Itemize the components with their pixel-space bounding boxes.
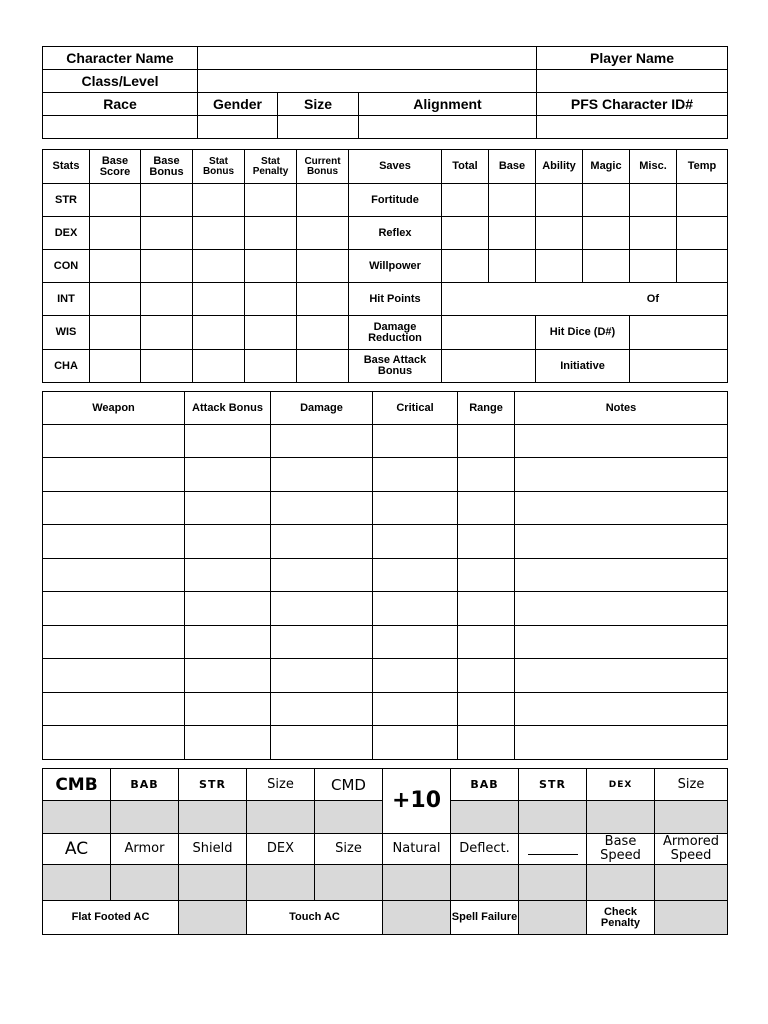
ac-dex-field[interactable]: [247, 865, 315, 901]
header-table: [42, 46, 728, 139]
cmd-size-field[interactable]: [655, 801, 728, 834]
hit-points-field[interactable]: [442, 283, 728, 316]
stat-cell[interactable]: [90, 184, 141, 217]
player-name-field[interactable]: [537, 70, 728, 93]
weapon-row[interactable]: [43, 425, 728, 458]
cmd-size-label: Size: [655, 769, 728, 801]
character-name-label: Character Name: [43, 47, 198, 70]
stat-cell[interactable]: [297, 184, 349, 217]
cmd-dex-field[interactable]: [587, 801, 655, 834]
race-field[interactable]: [43, 116, 198, 139]
weapon-row[interactable]: [43, 458, 728, 492]
stat-cell[interactable]: [90, 250, 141, 283]
stat-cell[interactable]: [297, 316, 349, 350]
damage-reduction-field[interactable]: [442, 316, 536, 350]
stat-label: INT: [43, 283, 90, 316]
stat-cell[interactable]: [193, 350, 245, 383]
class-level-field[interactable]: [198, 70, 537, 93]
stat-label: CHA: [43, 350, 90, 383]
character-sheet: [42, 46, 727, 935]
weapon-row[interactable]: [43, 626, 728, 659]
touch-ac-field[interactable]: [383, 901, 451, 935]
armored-speed-label: Armored Speed: [655, 834, 728, 865]
attack-bonus-header: Attack Bonus: [185, 392, 271, 425]
natural-label: Natural: [383, 834, 451, 865]
stat-cell[interactable]: [245, 316, 297, 350]
weapon-header: Weapon: [43, 392, 185, 425]
weapon-row[interactable]: [43, 726, 728, 760]
stat-cell[interactable]: [245, 184, 297, 217]
base-bonus-header: Base Bonus: [141, 150, 193, 184]
damage-reduction-label: Damage Reduction: [349, 316, 442, 350]
stats-saves-table: [42, 149, 728, 383]
plus-ten-label: +10: [383, 769, 451, 834]
shield-field[interactable]: [179, 865, 247, 901]
gender-field[interactable]: [198, 116, 278, 139]
hit-points-label: Hit Points: [349, 283, 442, 316]
save-cell[interactable]: [536, 184, 583, 217]
magic-header: Magic: [583, 150, 630, 184]
stat-cell[interactable]: [141, 184, 193, 217]
stat-cell[interactable]: [297, 350, 349, 383]
stat-bonus-header: Stat Bonus: [193, 150, 245, 184]
base-attack-bonus-field[interactable]: [442, 350, 536, 383]
save-label: Fortitude: [349, 184, 442, 217]
shield-label: Shield: [179, 834, 247, 865]
cmb-label: CMB: [43, 769, 111, 801]
flat-footed-ac-label: Flat Footed AC: [43, 901, 179, 935]
stat-cell[interactable]: [141, 250, 193, 283]
cmd-str-field[interactable]: [519, 801, 587, 834]
save-cell[interactable]: [630, 184, 677, 217]
stat-cell[interactable]: [90, 316, 141, 350]
size-field[interactable]: [278, 116, 359, 139]
initiative-label: Initiative: [536, 350, 630, 383]
deflect-field[interactable]: [451, 865, 519, 901]
ac-size-label: Size: [315, 834, 383, 865]
cmb-str-field[interactable]: [179, 801, 247, 834]
stat-cell[interactable]: [141, 283, 193, 316]
cmb-bab-label: BAB: [111, 769, 179, 801]
weapon-row[interactable]: [43, 659, 728, 693]
stat-cell[interactable]: [90, 217, 141, 250]
stat-cell[interactable]: [193, 184, 245, 217]
stat-label: CON: [43, 250, 90, 283]
weapon-row[interactable]: [43, 592, 728, 626]
cmd-bab-label: BAB: [451, 769, 519, 801]
weapon-row[interactable]: [43, 559, 728, 592]
spell-failure-label: Spell Failure: [451, 901, 519, 935]
cmb-total-field[interactable]: [43, 801, 111, 834]
range-header: Range: [458, 392, 515, 425]
save-cell[interactable]: [630, 217, 677, 250]
size-label: Size: [278, 93, 359, 116]
pfs-id-label: PFS Character ID#: [537, 93, 728, 116]
stat-cell[interactable]: [193, 283, 245, 316]
weapon-row[interactable]: [43, 492, 728, 525]
deflect-label: Deflect.: [451, 834, 519, 865]
save-cell[interactable]: [630, 250, 677, 283]
critical-header: Critical: [373, 392, 458, 425]
armored-speed-field[interactable]: [655, 865, 728, 901]
cmb-size-field[interactable]: [247, 801, 315, 834]
flat-footed-ac-field[interactable]: [179, 901, 247, 935]
ac-size-field[interactable]: [315, 865, 383, 901]
save-cell[interactable]: [677, 250, 728, 283]
base-header: Base: [489, 150, 536, 184]
damage-header: Damage: [271, 392, 373, 425]
stat-cell[interactable]: [193, 316, 245, 350]
weapon-row[interactable]: [43, 693, 728, 726]
stat-cell[interactable]: [141, 350, 193, 383]
hit-points-of-label: Of: [646, 292, 659, 305]
save-cell[interactable]: [489, 250, 536, 283]
save-cell[interactable]: [677, 217, 728, 250]
ability-header: Ability: [536, 150, 583, 184]
cmd-str-label: STR: [519, 769, 587, 801]
temp-header: Temp: [677, 150, 728, 184]
save-cell[interactable]: [583, 184, 630, 217]
spell-failure-field[interactable]: [519, 901, 587, 935]
cmd-label: CMD: [315, 769, 383, 801]
save-cell[interactable]: [489, 217, 536, 250]
initiative-field[interactable]: [630, 350, 728, 383]
current-bonus-header: Current Bonus: [297, 150, 349, 184]
cmd-dex-label: DEX: [587, 769, 655, 801]
save-label: Reflex: [349, 217, 442, 250]
save-cell[interactable]: [583, 250, 630, 283]
stat-cell[interactable]: [297, 283, 349, 316]
stat-cell[interactable]: [193, 217, 245, 250]
stat-cell[interactable]: [297, 250, 349, 283]
cmd-total-field[interactable]: [315, 801, 383, 834]
stat-cell[interactable]: [141, 217, 193, 250]
gender-label: Gender: [198, 93, 278, 116]
save-cell[interactable]: [442, 217, 489, 250]
saves-header: Saves: [349, 150, 442, 184]
base-score-header: Base Score: [90, 150, 141, 184]
misc-header: Misc.: [630, 150, 677, 184]
race-label: Race: [43, 93, 198, 116]
cmb-bab-field[interactable]: [111, 801, 179, 834]
class-level-label: Class/Level: [43, 70, 198, 93]
total-header: Total: [442, 150, 489, 184]
stat-cell[interactable]: [245, 250, 297, 283]
weapons-table: [42, 391, 728, 760]
base-attack-bonus-label: Base Attack Bonus: [349, 350, 442, 383]
save-cell[interactable]: [536, 217, 583, 250]
check-penalty-field[interactable]: [655, 901, 728, 935]
save-label: Willpower: [349, 250, 442, 283]
natural-field[interactable]: [383, 865, 451, 901]
cmb-str-label: STR: [179, 769, 247, 801]
stats-header: Stats: [43, 150, 90, 184]
notes-header: Notes: [515, 392, 728, 425]
touch-ac-label: Touch AC: [247, 901, 383, 935]
ac-dex-label: DEX: [247, 834, 315, 865]
misc-ac-field[interactable]: [519, 865, 587, 901]
stat-cell[interactable]: [193, 250, 245, 283]
stat-cell[interactable]: [90, 283, 141, 316]
stat-cell[interactable]: [245, 283, 297, 316]
base-speed-label: Base Speed: [587, 834, 655, 865]
save-cell[interactable]: [536, 250, 583, 283]
stat-label: DEX: [43, 217, 90, 250]
blank-line: [528, 842, 578, 855]
hit-dice-field[interactable]: [630, 316, 728, 350]
stat-penalty-header: Stat Penalty: [245, 150, 297, 184]
stat-label: WIS: [43, 316, 90, 350]
stat-cell[interactable]: [297, 217, 349, 250]
stat-cell[interactable]: [90, 350, 141, 383]
combat-table: [42, 768, 728, 935]
ac-total-field[interactable]: [43, 865, 111, 901]
stat-cell[interactable]: [245, 350, 297, 383]
save-cell[interactable]: [677, 184, 728, 217]
save-cell[interactable]: [489, 184, 536, 217]
base-speed-field[interactable]: [587, 865, 655, 901]
player-name-label: Player Name: [537, 47, 728, 70]
alignment-field[interactable]: [359, 116, 537, 139]
cmb-size-label: Size: [247, 769, 315, 801]
alignment-label: Alignment: [359, 93, 537, 116]
stat-cell[interactable]: [141, 316, 193, 350]
pfs-id-field[interactable]: [537, 116, 728, 139]
check-penalty-label: Check Penalty: [587, 901, 655, 935]
save-cell[interactable]: [583, 217, 630, 250]
character-name-field[interactable]: [198, 47, 537, 70]
armor-field[interactable]: [111, 865, 179, 901]
weapon-row[interactable]: [43, 525, 728, 559]
save-cell[interactable]: [442, 184, 489, 217]
stat-label: STR: [43, 184, 90, 217]
save-cell[interactable]: [442, 250, 489, 283]
armor-label: Armor: [111, 834, 179, 865]
blank-line-field[interactable]: [519, 834, 587, 865]
stat-cell[interactable]: [245, 217, 297, 250]
ac-label: AC: [43, 834, 111, 865]
hit-dice-label: Hit Dice (D#): [536, 316, 630, 350]
cmd-bab-field[interactable]: [451, 801, 519, 834]
